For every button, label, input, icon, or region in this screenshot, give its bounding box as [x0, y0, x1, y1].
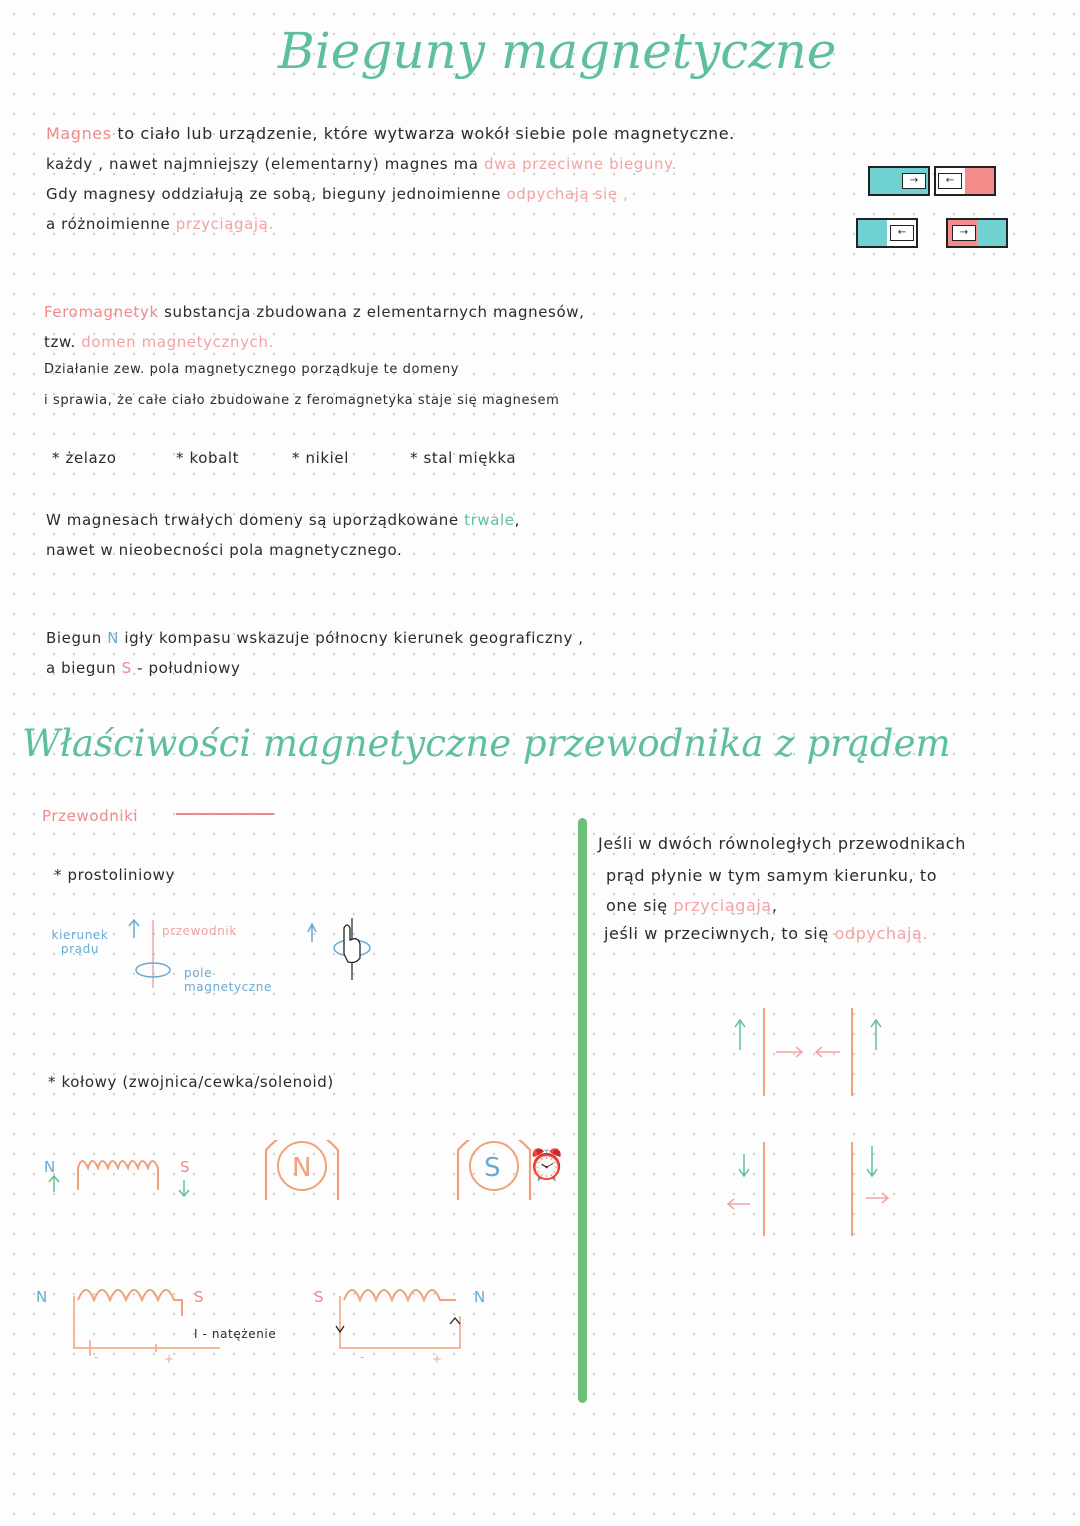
arrow-right-icon: →	[902, 173, 926, 189]
conductor-label: przewodnik	[162, 924, 237, 938]
intro-line-1: Magnes to ciało lub urządzenie, które wytwarza wokół siebie pole magnetyczne.	[46, 124, 735, 143]
right-line-2: prąd płynie w tym samym kierunku, to	[606, 866, 938, 885]
right-line-3: one się przyciągają,	[606, 896, 778, 915]
term-magnes: Magnes	[46, 124, 112, 143]
magnet-2	[934, 166, 996, 196]
ferro-line-4: i sprawia, że całe ciało zbudowane z feromagnetyka staje się magnesem	[44, 393, 560, 408]
current-direction-label: kierunek prądu	[51, 928, 109, 956]
permanent-line-2: nawet w nieobecności pola magnetycznego.	[46, 541, 403, 559]
battery-minus-1: -	[94, 1350, 99, 1364]
intro-line-2: każdy , nawet najmniejszy (elementarny) magnes ma dwa przeciwne bieguny.	[46, 155, 677, 173]
magnet-3	[856, 218, 918, 248]
example-nickel: * nikiel	[292, 449, 349, 467]
ferro-line-2: tzw. domen magnetycznych.	[44, 333, 274, 351]
battery-plus-2: +	[432, 1352, 443, 1366]
svg-text:S: S	[484, 1153, 501, 1183]
parallel-conductors-diagram	[720, 1000, 900, 1250]
magnet-4	[946, 218, 1008, 248]
example-soft-steel: * stal miękka	[410, 449, 517, 467]
column-divider	[578, 818, 587, 1403]
intro-line-4: a różnoimienne przyciągają.	[46, 215, 274, 233]
section-title: Właściwości magnetyczne przewodnika z prądem	[22, 722, 951, 765]
arrow-left-icon: ←	[938, 173, 962, 189]
arrow-left-icon: ←	[890, 225, 914, 241]
solenoid-n-label: N	[44, 1158, 56, 1176]
permanent-line-1: W magnesach trwałych domeny są uporządkowane trwale,	[46, 511, 520, 529]
ferro-line-3: Działanie zew. pola magnetycznego porządkuje te domeny	[44, 362, 460, 377]
magnet-1	[868, 166, 930, 196]
example-cobalt: * kobalt	[176, 449, 240, 467]
field-label: pole magnetyczne	[184, 966, 272, 994]
battery-plus-1: +	[164, 1352, 175, 1366]
circular-conductor-label: * kołowy (zwojnica/cewka/solenoid)	[48, 1073, 334, 1091]
example-iron: * żelazo	[52, 449, 117, 467]
right-line-1: Jeśli w dwóch równoległych przewodnikach	[598, 834, 966, 853]
solenoid2-s-label: S	[194, 1288, 205, 1306]
intro-line-3: Gdy magnesy oddziałują ze sobą, bieguny jednoimienne odpychają się ,	[46, 185, 629, 203]
straight-conductor-label: * prostoliniowy	[54, 866, 176, 884]
svg-text:N: N	[292, 1153, 312, 1183]
solenoid3-s-label: S	[314, 1288, 325, 1306]
solenoid-diagram	[40, 1140, 580, 1220]
term-ferromagnetyk: Feromagnetyk	[44, 303, 159, 321]
straight-conductor-diagram	[120, 918, 380, 998]
current-intensity-label: I - natężenie	[194, 1327, 277, 1341]
solenoid-s-label: S	[180, 1158, 191, 1176]
ferro-line-1: Feromagnetyk substancja zbudowana z elementarnych magnesów,	[44, 303, 585, 321]
solenoid-circuit-diagram	[60, 1276, 480, 1376]
compass-line-1: Biegun N igły kompasu wskazuje północny kierunek geograficzny ,	[46, 629, 584, 647]
solenoid3-n-label: N	[474, 1288, 486, 1306]
conductors-heading: Przewodniki	[42, 807, 139, 825]
arrow-right-icon: →	[952, 225, 976, 241]
solenoid2-n-label: N	[36, 1288, 48, 1306]
compass-line-2: a biegun S - południowy	[46, 659, 241, 677]
alarm-clock-icon: ⏰	[528, 1148, 566, 1183]
battery-minus-2: -	[360, 1350, 365, 1364]
page-title: Bieguny magnetyczne	[278, 22, 837, 80]
heading-underline	[176, 813, 274, 815]
right-line-4: jeśli w przeciwnych, to się odpychają.	[604, 924, 929, 943]
